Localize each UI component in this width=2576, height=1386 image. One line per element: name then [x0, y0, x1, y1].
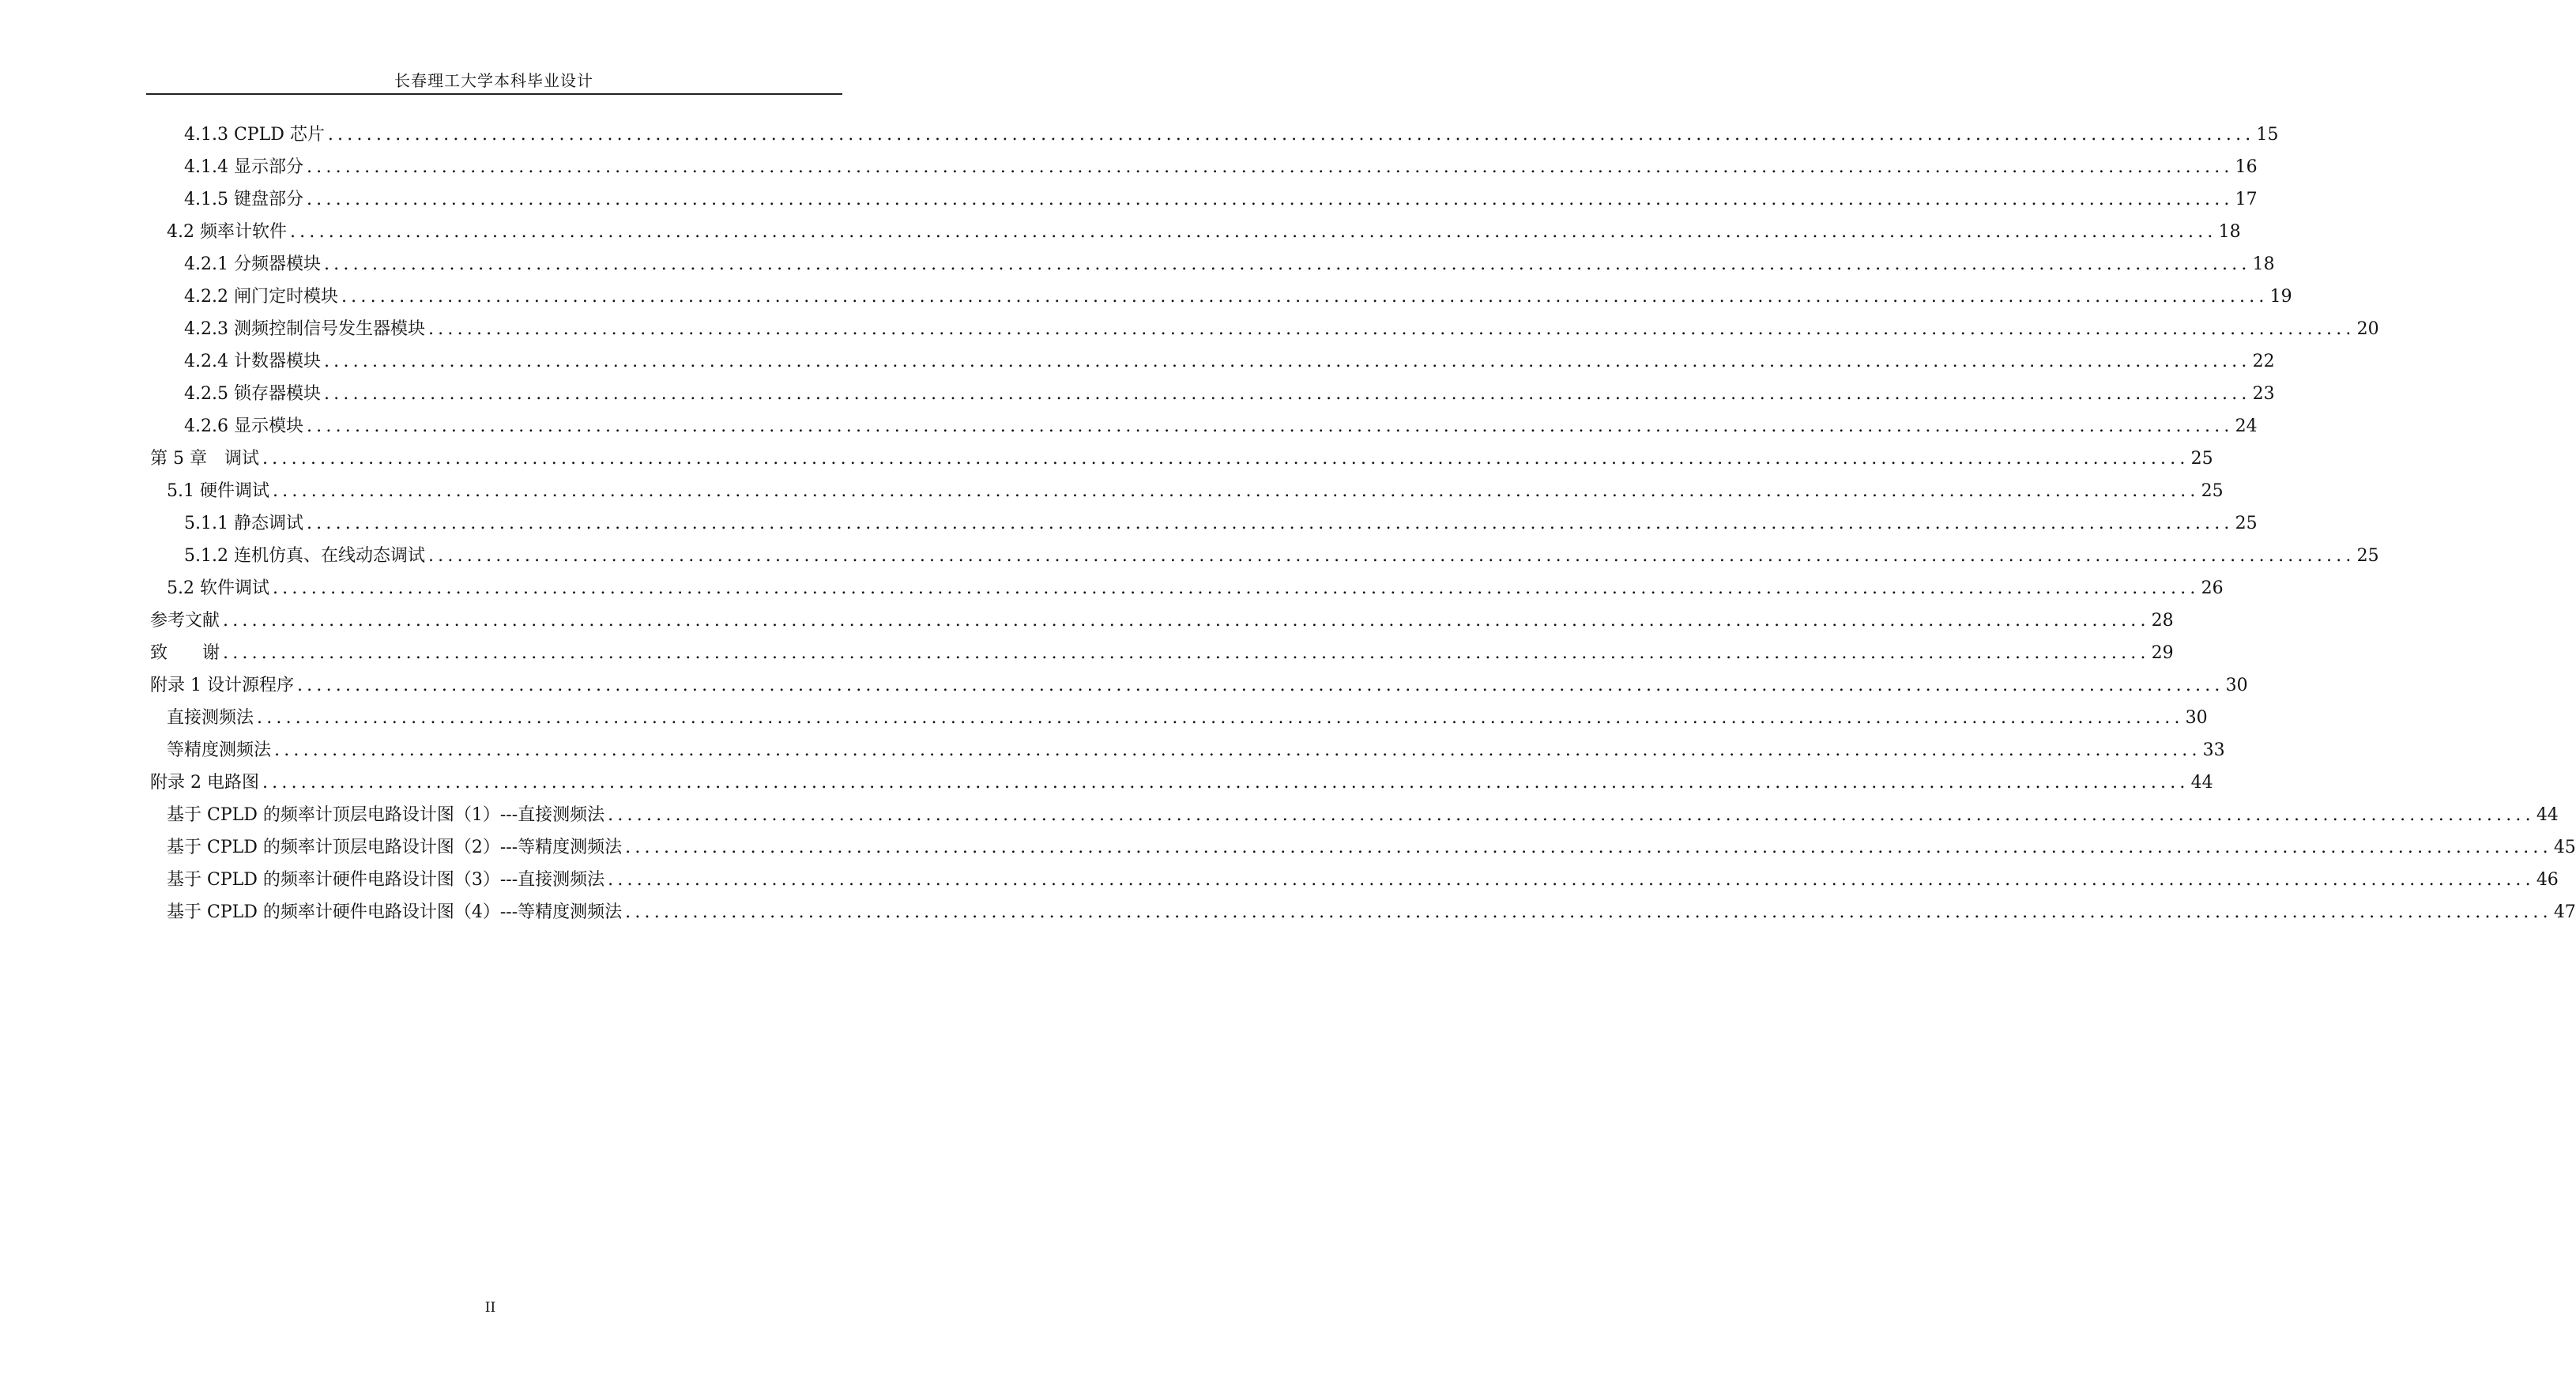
toc-dot-leader: ........................................................................................................................................................................................................	[323, 254, 2251, 274]
toc-entry-title: 4.2.5 锁存器模块	[184, 384, 321, 404]
toc-entry-page: 25	[2201, 481, 2224, 501]
toc-entry[interactable]	[150, 248, 2275, 281]
toc-dot-leader: ........................................................................................................................................................................................................	[257, 708, 2184, 728]
toc-entry-page: 25	[2235, 514, 2258, 533]
toc-dot-leader: ........................................................................................................................................................................................................	[262, 449, 2190, 469]
toc-entry[interactable]	[150, 410, 2258, 443]
toc-entry-page: 16	[2235, 157, 2258, 177]
toc-entry-title: 直接测频法	[167, 708, 254, 728]
toc-entry-title: 等精度测频法	[167, 740, 272, 760]
toc-entry[interactable]	[150, 507, 2258, 540]
toc-entry-page: 19	[2269, 287, 2292, 307]
toc-dot-leader: ........................................................................................................................................................................................................	[427, 319, 2356, 339]
page-number: II	[484, 1300, 496, 1316]
toc-entry-page: 17	[2235, 190, 2258, 209]
toc-entry-title: 4.2.1 分频器模块	[184, 254, 321, 274]
toc-entry-title: 基于 CPLD 的频率计顶层电路设计图（1）---直接测频法	[167, 805, 605, 825]
toc-entry-title: 基于 CPLD 的频率计硬件电路设计图（3）---直接测频法	[167, 870, 605, 890]
toc-entry-page: 20	[2356, 319, 2379, 339]
toc-dot-leader: ........................................................................................................................................................................................................	[289, 222, 2217, 242]
toc-entry[interactable]	[150, 281, 2292, 313]
toc-entry-page: 33	[2202, 740, 2225, 760]
toc-entry-title: 5.1 硬件调试	[167, 481, 269, 501]
toc-entry-title: 5.1.2 连机仿真、在线动态调试	[184, 546, 425, 566]
toc-dot-leader: ........................................................................................................................................................................................................	[323, 352, 2251, 371]
toc-entry[interactable]	[150, 799, 2559, 831]
toc-entry-title: 参考文献	[150, 611, 220, 631]
toc-entry-page: 25	[2356, 546, 2379, 566]
toc-entry[interactable]	[150, 475, 2224, 507]
toc-entry-title: 致 谢	[150, 643, 220, 663]
toc-entry-title: 5.2 软件调试	[167, 578, 269, 598]
toc-dot-leader: ........................................................................................................................................................................................................	[223, 611, 2150, 631]
toc-entry[interactable]	[150, 572, 2224, 604]
toc-entry-page: 44	[2190, 773, 2213, 793]
toc-entry[interactable]	[150, 540, 2379, 572]
toc-dot-leader: ........................................................................................................................................................................................................	[625, 838, 2552, 857]
toc-entry-title: 4.1.4 显示部分	[184, 157, 303, 177]
toc-entry[interactable]	[150, 637, 2174, 669]
toc-dot-leader: ........................................................................................................................................................................................................	[323, 384, 2251, 404]
toc-entry-page: 24	[2235, 416, 2258, 436]
page-header-title: 长春理工大学本科毕业设计	[394, 71, 593, 90]
toc-entry[interactable]	[150, 183, 2258, 216]
toc-entry-page: 30	[2185, 708, 2208, 728]
toc-entry-title: 4.2.4 计数器模块	[184, 352, 321, 371]
toc-entry-page: 25	[2190, 449, 2213, 469]
toc-entry-page: 18	[2218, 222, 2241, 242]
toc-entry[interactable]	[150, 216, 2241, 248]
toc-dot-leader: ........................................................................................................................................................................................................	[306, 190, 2234, 209]
toc-entry-title: 第 5 章 调试	[150, 449, 259, 469]
toc-entry[interactable]	[150, 702, 2208, 734]
table-of-contents	[150, 119, 2576, 928]
toc-entry-title: 附录 1 设计源程序	[150, 676, 294, 695]
toc-entry-title: 基于 CPLD 的频率计硬件电路设计图（4）---等精度测频法	[167, 902, 623, 922]
toc-dot-leader: ........................................................................................................................................................................................................	[296, 676, 2224, 695]
toc-entry[interactable]	[150, 443, 2213, 475]
toc-entry-page: 44	[2536, 805, 2559, 825]
toc-dot-leader: ........................................................................................................................................................................................................	[274, 740, 2201, 760]
toc-entry-page: 26	[2201, 578, 2224, 598]
toc-entry[interactable]	[150, 669, 2248, 702]
toc-entry[interactable]	[150, 604, 2174, 637]
toc-entry[interactable]	[150, 378, 2275, 410]
toc-entry-page: 30	[2225, 676, 2248, 695]
toc-entry-title: 4.1.5 键盘部分	[184, 190, 303, 209]
toc-dot-leader: ........................................................................................................................................................................................................	[427, 546, 2356, 566]
toc-entry-title: 附录 2 电路图	[150, 773, 259, 793]
toc-entry-page: 22	[2252, 352, 2275, 371]
toc-entry-title: 4.2.6 显示模块	[184, 416, 303, 436]
toc-entry-page: 18	[2252, 254, 2275, 274]
toc-dot-leader: ........................................................................................................................................................................................................	[341, 287, 2269, 307]
toc-entry[interactable]	[150, 896, 2576, 928]
toc-entry[interactable]	[150, 345, 2275, 378]
header-divider	[146, 93, 842, 95]
toc-dot-leader: ........................................................................................................................................................................................................	[608, 870, 2535, 890]
toc-dot-leader: ........................................................................................................................................................................................................	[306, 157, 2234, 177]
toc-entry[interactable]	[150, 734, 2225, 766]
toc-dot-leader: ........................................................................................................................................................................................................	[272, 578, 2200, 598]
toc-entry[interactable]	[150, 313, 2379, 345]
toc-entry-title: 5.1.1 静态调试	[184, 514, 303, 533]
toc-entry-title: 4.2.3 测频控制信号发生器模块	[184, 319, 425, 339]
toc-dot-leader: ........................................................................................................................................................................................................	[272, 481, 2200, 501]
toc-dot-leader: ........................................................................................................................................................................................................	[306, 514, 2234, 533]
toc-entry[interactable]	[150, 151, 2258, 183]
toc-entry-title: 4.1.3 CPLD 芯片	[184, 125, 325, 145]
toc-entry[interactable]	[150, 766, 2213, 799]
toc-entry-page: 15	[2256, 125, 2279, 145]
toc-entry-title: 4.2.2 闸门定时模块	[184, 287, 338, 307]
toc-entry[interactable]	[150, 119, 2279, 151]
toc-entry-page: 47	[2553, 902, 2576, 922]
toc-entry-title: 基于 CPLD 的频率计顶层电路设计图（2）---等精度测频法	[167, 838, 623, 857]
toc-entry[interactable]	[150, 831, 2576, 864]
toc-entry-title: 4.2 频率计软件	[167, 222, 287, 242]
toc-dot-leader: ........................................................................................................................................................................................................	[223, 643, 2150, 663]
toc-entry[interactable]	[150, 864, 2559, 896]
toc-dot-leader: ........................................................................................................................................................................................................	[625, 902, 2552, 922]
toc-dot-leader: ........................................................................................................................................................................................................	[608, 805, 2535, 825]
toc-dot-leader: ........................................................................................................................................................................................................	[306, 416, 2234, 436]
toc-dot-leader: ........................................................................................................................................................................................................	[327, 125, 2255, 145]
toc-entry-page: 29	[2151, 643, 2174, 663]
toc-entry-page: 45	[2553, 838, 2576, 857]
toc-entry-page: 46	[2536, 870, 2559, 890]
toc-entry-page: 23	[2252, 384, 2275, 404]
toc-dot-leader: ........................................................................................................................................................................................................	[262, 773, 2190, 793]
toc-entry-page: 28	[2151, 611, 2174, 631]
